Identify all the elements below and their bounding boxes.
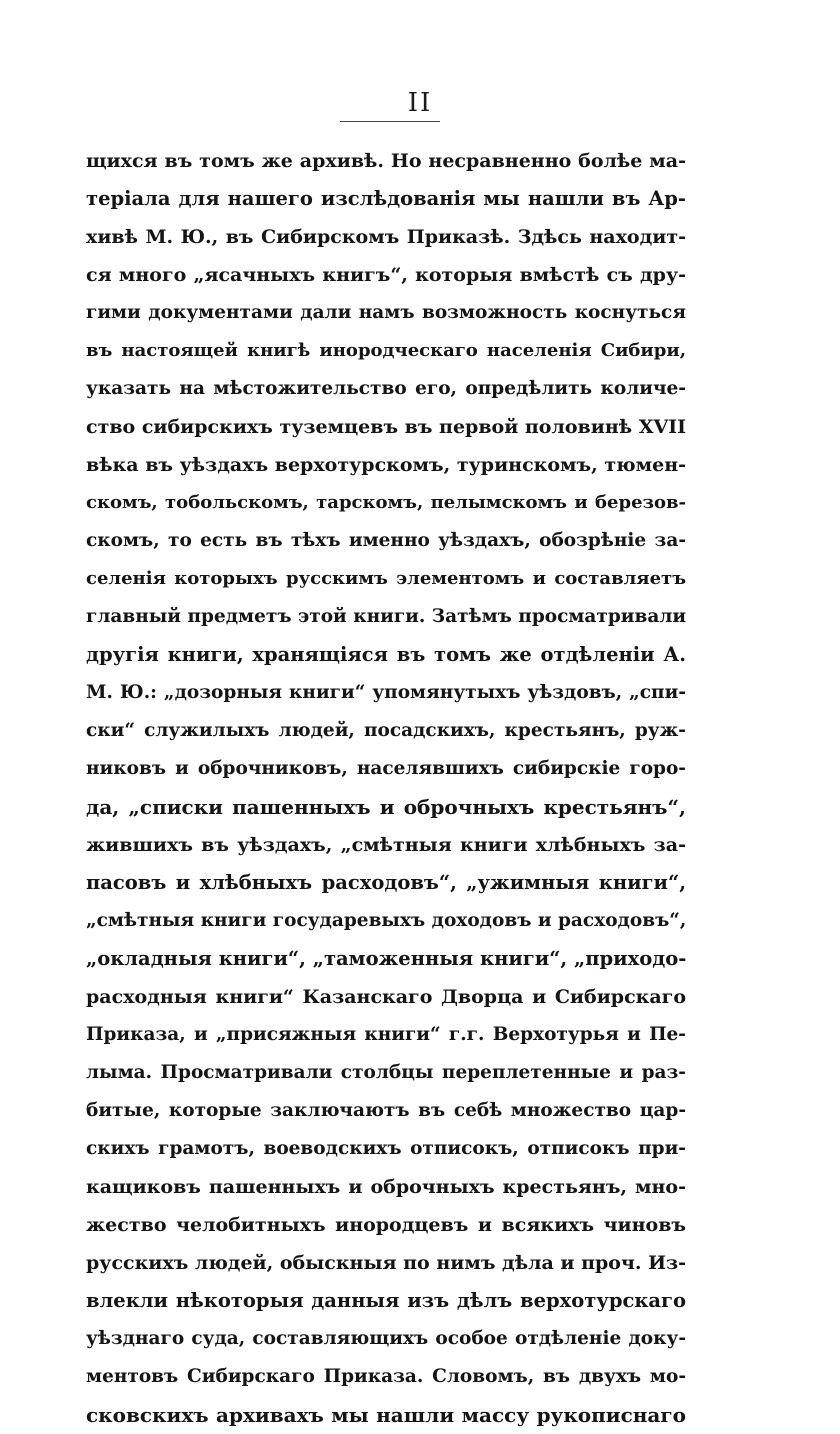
text-line: гими документами дали намъ возможность коснуться	[86, 302, 686, 323]
text-line: влекли нѣкоторыя данныя изъ дѣлъ верхотурскаго	[86, 1289, 686, 1312]
text-line: другія книги, хранящіяся въ томъ же отдѣленіи А.	[86, 643, 686, 666]
text-line: никовъ и оброчниковъ, населявшихъ сибирскіе горо-	[86, 758, 686, 779]
text-line: главный предметъ этой книги. Затѣмъ просматривали	[86, 606, 686, 627]
text-line: пасовъ и хлѣбныхъ расходовъ“, „ужимныя книги“,	[86, 871, 686, 894]
text-line: хивѣ М. Ю., въ Сибирскомъ Приказѣ. Здѣсь находит-	[86, 226, 686, 248]
text-line: селенія которыхъ русскимъ элементомъ и составляетъ	[86, 568, 686, 589]
text-line: Приказа, и „присяжныя книги“ г.г. Верхотурья и Пе-	[86, 1024, 686, 1045]
body-text	[86, 142, 686, 1434]
text-line: скомъ, тобольскомъ, тарскомъ, пелымскомъ и березов-	[86, 492, 686, 513]
text-line: указать на мѣстожительство его, опредѣлить количе-	[86, 378, 686, 399]
text-line: скихъ грамотъ, воеводскихъ отписокъ, отписокъ при-	[86, 1138, 686, 1159]
text-line: скомъ, то есть въ тѣхъ именно уѣздахъ, обозрѣніе за-	[86, 530, 686, 551]
text-line: лыма. Просматривали столбцы переплетенные и раз-	[86, 1062, 686, 1083]
text-line: сковскихъ архивахъ мы нашли массу рукописнаго	[86, 1403, 686, 1427]
text-line: М. Ю.: „дозорныя книги“ упомянутыхъ уѣздовъ, „спи-	[86, 682, 686, 703]
text-line: „окладныя книги“, „таможенныя книги“, „приходо-	[86, 947, 686, 970]
text-line: теріала для нашего изслѣдованія мы нашли въ Ар-	[86, 187, 686, 210]
page-header	[0, 88, 840, 118]
header-rule	[340, 121, 440, 122]
text-line: жество челобитныхъ инородцевъ и всякихъ чиновъ	[86, 1214, 686, 1236]
text-line: вѣка въ уѣздахъ верхотурскомъ, туринскомъ, тюмен-	[86, 454, 686, 476]
text-line: ство сибирскихъ туземцевъ въ первой половинѣ XVII	[86, 416, 686, 438]
text-line: ментовъ Сибирскаго Приказа. Словомъ, въ двухъ мо-	[86, 1366, 686, 1387]
text-line: битые, которые заключаютъ въ себѣ множество цар-	[86, 1100, 686, 1121]
text-line: „смѣтныя книги государевыхъ доходовъ и расходовъ“,	[86, 910, 686, 931]
text-line: да, „списки пашенныхъ и оброчныхъ крестьянъ“,	[86, 795, 686, 819]
text-line: ски“ служилыхъ людей, посадскихъ, крестьянъ, руж-	[86, 720, 686, 741]
text-line: ся много „ясачныхъ книгъ“, которыя вмѣстѣ съ дру-	[86, 264, 686, 286]
page-number: II	[407, 88, 433, 118]
text-line: кащиковъ пашенныхъ и оброчныхъ крестьянъ, мно-	[86, 1176, 686, 1198]
text-line: жившихъ въ уѣздахъ, „смѣтныя книги хлѣбныхъ за-	[86, 834, 686, 856]
text-line: щихся въ томъ же архивѣ. Но несравненно болѣе ма-	[86, 150, 686, 172]
text-line: уѣзднаго суда, составляющихъ особое отдѣленіе доку-	[86, 1328, 686, 1349]
text-line: русскихъ людей, обыскныя по нимъ дѣла и проч. Из-	[86, 1252, 686, 1274]
text-line: расходныя книги“ Казанскаго Дворца и Сибирскаго	[86, 986, 686, 1008]
text-line: въ настоящей книгѣ инородческаго населенія Сибири,	[86, 340, 686, 361]
